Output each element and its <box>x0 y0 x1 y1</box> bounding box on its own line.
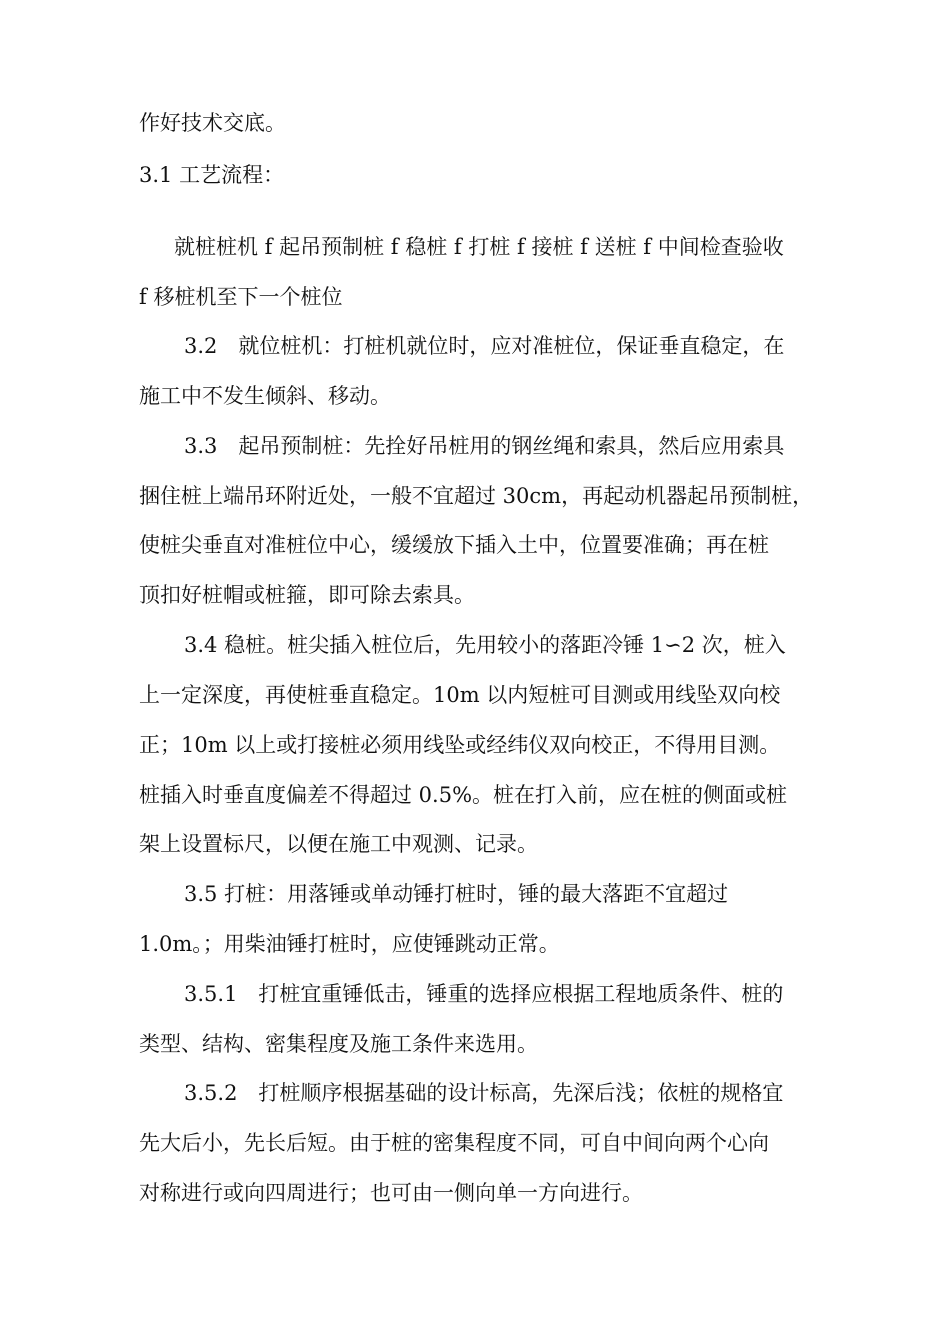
text-line: 对称进行或向四周进行；也可由一侧向单一方向进行。 <box>139 1181 643 1205</box>
process-flow-line: 就桩桩机 f 起吊预制桩 f 稳桩 f 打桩 f 接桩 f 送桩 f 中间检查验收 <box>174 235 784 259</box>
text-line: 架上设置标尺，以便在施工中观测、记录。 <box>139 832 538 856</box>
text-line: 使桩尖垂直对准桩位中心，缓缓放下插入土中，位置要准确；再在桩 <box>139 533 769 557</box>
paragraph-first-line: 3.4 稳桩。桩尖插入桩位后，先用较小的落距冷锤 1∽2 次，桩入 <box>184 633 786 657</box>
text-line: 1.0m。；用柴油锤打桩时，应使锤跳动正常。 <box>139 932 560 956</box>
text-line: 上一定深度，再使桩垂直稳定。10m 以内短桩可目测或用线坠双向校 <box>139 683 781 707</box>
paragraph-first-line: 3.5 打桩：用落锤或单动锤打桩时，锤的最大落距不宜超过 <box>184 882 729 906</box>
text-line: 捆住桩上端吊环附近处，一般不宜超过 30cm，再起动机器起吊预制桩， <box>139 484 814 508</box>
text-line: 正；10m 以上或打接桩必须用线坠或经纬仪双向校正，不得用目测。 <box>139 733 781 757</box>
text-line: 作好技术交底。 <box>139 111 286 135</box>
process-flow-line: f 移桩机至下一个桩位 <box>139 285 343 309</box>
paragraph-first-line: 3.5.2 打桩顺序根据基础的设计标高，先深后浅；依桩的规格宜 <box>184 1081 784 1105</box>
text-line: 顶扣好桩帽或桩箍，即可除去索具。 <box>139 583 475 607</box>
text-line: 施工中不发生倾斜、移动。 <box>139 384 391 408</box>
text-line: 先大后小，先长后短。由于桩的密集程度不同，可自中间向两个心向 <box>139 1131 769 1155</box>
text-line: 类型、结构、密集程度及施工条件来选用。 <box>139 1032 538 1056</box>
paragraph-first-line: 3.5.1 打桩宜重锤低击，锤重的选择应根据工程地质条件、桩的 <box>184 982 784 1006</box>
paragraph-first-line: 3.3 起吊预制桩：先拴好吊桩用的钢丝绳和索具，然后应用索具 <box>184 434 785 458</box>
paragraph-first-line: 3.2 就位桩机：打桩机就位时，应对准桩位，保证垂直稳定，在 <box>184 334 785 358</box>
text-line: 桩插入时垂直度偏差不得超过 0.5%。桩在打入前，应在桩的侧面或桩 <box>139 783 788 807</box>
section-heading: 3.1 工艺流程： <box>139 163 285 187</box>
